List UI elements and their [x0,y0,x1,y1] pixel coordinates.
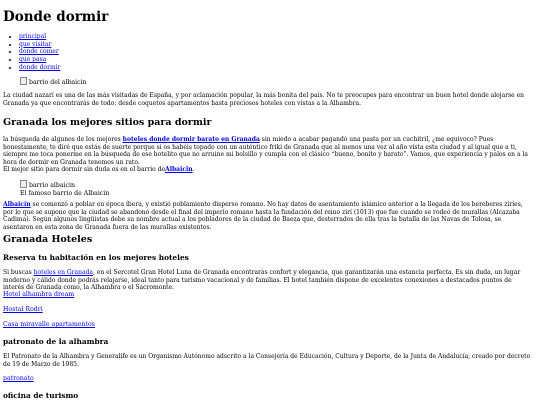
patronato-link[interactable]: patronato [3,375,34,382]
search-paragraph [3,136,531,166]
nav-link-donde-dormir[interactable]: donde dormir [19,63,61,71]
nav-item-que-visitar [19,41,60,49]
albaicin-history-paragraph [3,201,531,231]
hoteles-granada-link[interactable]: hoteles en Granada [33,269,93,276]
subheading-oficina-turismo: oficina de turismo [3,391,79,400]
hoteles-text-before: Si buscas [3,269,34,276]
page-title: Donde dormir [3,9,109,25]
albaicin-sentence [3,166,531,174]
broken-image-icon [20,180,27,188]
image-alt-text: barrio albaicin [29,182,75,189]
nav-link-que-pasa[interactable]: que pasa [19,56,47,64]
albaicin-figure-2 [20,180,109,197]
casa-miravalle-link[interactable]: Casa miravalle apartamentos [3,321,95,328]
albaicin-text-after: . [192,166,195,173]
albaicin-history-text: se comenzó a poblar en época íbera, y existió poblamiento disperso romano. No hay datos de asentamiento islámico anterior a la llegada de los bereberes ziríes, por lo que se supone que la ciudad se abandonó desde el final del imperio romano hasta la fundación del reino zirí (1013) que fue cuando se rodeó de murallas (Alcazaba Cadima). Según algunos lingüistas debe su nombre actual a los pobladores de la ciudad de Baeza que, desterrados de ella tras la batalla de las Navas de Tolosa, se asentaron en esta zona de Granada fuera de las murallas existentes. [3,201,523,231]
nav-link-que-visitar[interactable]: que visitar [19,40,52,48]
patronato-link-row [3,375,34,382]
section-heading-mejores-sitios: Granada los mejores sitios para dormir [3,117,212,128]
search-text-after: sin miedo a acabar pagando una pasta por un cuchitril, ¿me equivoco? Pues honestamente, te diré que estás de suerte porque si os habéis topado con un auténtico friki de Granada que al menos una vez al año vista esta ciudad y al igual que a ti, siempre me toca ponerme en la búsqueda de ese hotelito que no arruine mi bolsillo y cumpla con el clásico “bueno, bonito y barato”. Vamos, que experiencia y palos en a la hora de dormir en Granada tenemos un rato. [3,136,528,166]
hotel-alhambra-dream-link[interactable]: Hotel alhambra dream [3,291,75,298]
hotel-link-row [3,291,74,298]
nav-item-donde-comer [19,48,60,56]
nav-link-donde-comer[interactable]: donde comer [19,48,59,56]
hoteles-text-after: , en el Sercotel Gran Hotel Luna de Granada encontrarás confort y elegancia, que garantizarán una estancia perfecta. Es sin duda, un lugar moderno y cálido donde podrás relajarse, ideal tanto para turismo vacacional y de familias. El hotel también dispone de excelentes conexiones a destacados puntos de interés de Granada como, la Alhambra o el Sacromonte. [3,269,521,292]
subheading-reserva: Reserva tu habitación en los mejores hoteles [3,253,189,262]
albaicin-figure [20,77,87,86]
patronato-paragraph: El Patronato de la Alhambra y Generalife es un Organismo Autónomo adscrito a la Consejería de Educación, Cultura y Deporte, de la Junta de Andalucía, creado por decreto de 19 de Marzo de 1985. [3,353,531,368]
albaicin-history-link[interactable]: Albaicín [3,201,31,208]
intro-paragraph: La ciudad nazarí es una de las más visitadas de España, y por aclamación popular, la más bonita del país. No te preocupes para encontrar un buen hotel donde alojarse en Granada ya que encontrarás de todo: desde coquetos apartamentos hasta preciosos hoteles con vistas a la Alhambra. [3,92,525,107]
image-alt-text: barrio del albaicin [29,79,87,86]
hotel-link-row [3,306,43,313]
search-text-before: la búsqueda de algunos de los mejores [3,136,123,143]
nav-item-donde-dormir [19,64,60,72]
main-nav [3,33,60,72]
broken-image-icon [20,77,27,85]
hostal-rodri-link[interactable]: Hostal Rodri [3,306,43,313]
albaicin-link[interactable]: Albaicin [165,166,193,173]
nav-link-principal[interactable]: principal [19,33,47,40]
hoteles-paragraph [3,269,531,292]
subheading-patronato: patronato de la alhambra [3,337,109,346]
section-heading-hoteles: Granada Hoteles [3,234,93,245]
nav-item-principal [19,33,60,41]
hoteles-baratos-link[interactable]: hoteles donde dormir barato en Granada [122,136,260,143]
nav-item-que-pasa [19,56,60,64]
figure-caption: El famoso barrio de Albaicin [20,189,110,197]
albaicin-text-before: El mejor sitio para dormir sin duda es en el barrio de [3,166,166,173]
hotel-link-row [3,321,95,328]
